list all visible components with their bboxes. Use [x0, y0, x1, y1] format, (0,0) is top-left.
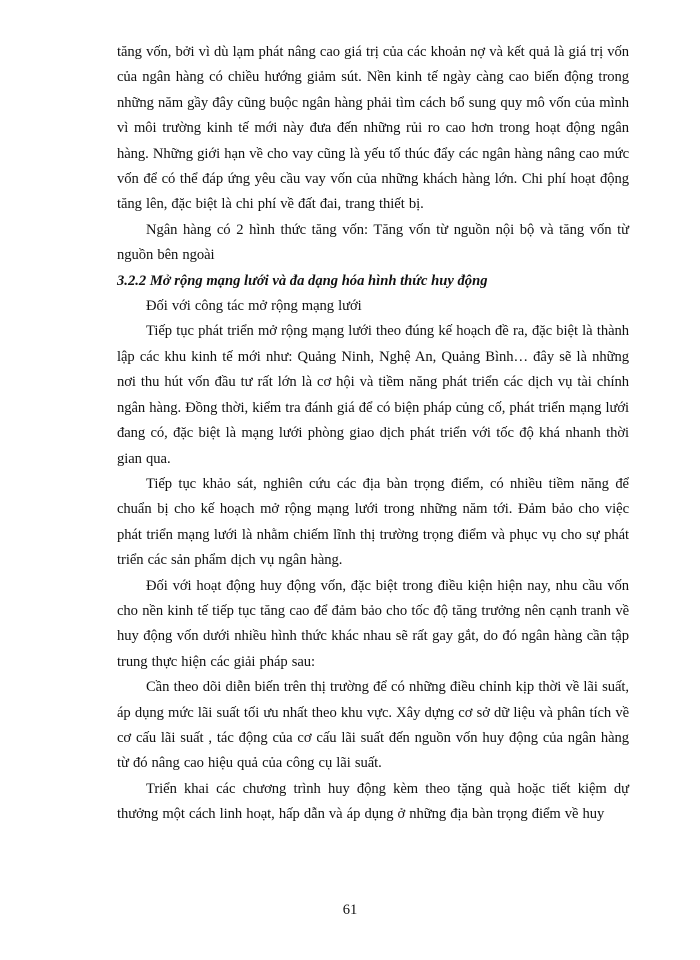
- paragraph-promotion: Triển khai các chương trình huy động kèm theo tặng quà hoặc tiết kiệm dự thưởng một cách linh hoạt, hấp dẫn và áp dụng ở những địa bàn trọng điểm về huy: [117, 780, 629, 823]
- paragraph-survey: Tiếp tục khảo sát, nghiên cứu các địa bàn trọng điểm, có nhiều tiềm năng để chuẩn bị cho kế hoạch mở rộng mạng lưới trong những năm tới. Đảm bảo cho việc phát triển mạng lưới là nhằm chiếm lĩnh thị trường trọng điểm và phục vụ cho sự phát triển các sản phẩm dịch vụ ngân hàng.: [117, 475, 629, 569]
- paragraph-interest-rate: Cần theo dõi diễn biến trên thị trường để có những điều chỉnh kịp thời về lãi suất, áp dụng mức lãi suất tối ưu nhất theo khu vực. Xây dựng cơ sở dữ liệu và phân tích về cơ cấu lãi suất , tác động của cơ cấu lãi suất đến nguồn vốn huy động của ngân hàng từ đó nâng cao hiệu quả của công cụ lãi suất.: [117, 679, 629, 772]
- paragraph-mobilization: Đối với hoạt động huy động vốn, đặc biệt trong điều kiện hiện nay, nhu cầu vốn cho nền kinh tế tiếp tục tăng cao để đảm bảo cho tốc độ tăng trưởng nên cạnh tranh về huy động vốn dưới nhiều hình thức khác nhau sẽ rất gay gắt, do đó ngân hàng cần tập trung thực hiện các giải pháp sau:: [117, 577, 629, 670]
- paragraph-network-intro: Đối với công tác mở rộng mạng lưới: [146, 298, 362, 315]
- paragraph-network-expansion: Tiếp tục phát triển mở rộng mạng lưới theo đúng kế hoạch đề ra, đặc biệt là thành lập các khu kinh tế mới như: Quảng Ninh, Nghệ An, Quảng Bình… đây sẽ là những nơi thu hút vốn đầu tư rất lớn là cơ hội và tiềm năng phát triển các dịch vụ tài chính ngân hàng. Đồng thời, kiểm tra đánh giá để có biện pháp củng cố, phát triển mạng lưới đang có, đặc biệt là mạng lưới phòng giao dịch phát triển với tốc độ khá nhanh thời gian qua.: [117, 323, 629, 467]
- paragraph-capital-forms: Ngân hàng có 2 hình thức tăng vốn: Tăng vốn từ nguồn nội bộ và tăng vốn từ nguồn bên ngoài: [117, 221, 629, 264]
- paragraph-continuation: tăng vốn, bởi vì dù lạm phát nâng cao giá trị của các khoản nợ và kết quả là giá trị vốn của ngân hàng có chiều hướng giảm sút. Nền kinh tế ngày càng cao biến động trong những năm gầy đây cũng buộc ngân hàng phải tìm cách bổ sung quy mô vốn của mình vì môi trường kinh tế mới này đưa đến những rủi ro cao hơn trong hoạt động ngân hàng. Những giới hạn về cho vay cũng là yếu tố thúc đẩy các ngân hàng nâng cao mức vốn để có thể đáp ứng yêu cầu vay vốn của những khách hàng lớn. Chi phí hoạt động tăng lên, đặc biệt là chi phí về đất đai, trang thiết bị.: [117, 44, 629, 213]
- document-page: [117, 40, 629, 828]
- page-number: 61: [342, 902, 358, 918]
- section-heading: 3.2.2 Mở rộng mạng lưới và đa dạng hóa hình thức huy động: [117, 272, 488, 289]
